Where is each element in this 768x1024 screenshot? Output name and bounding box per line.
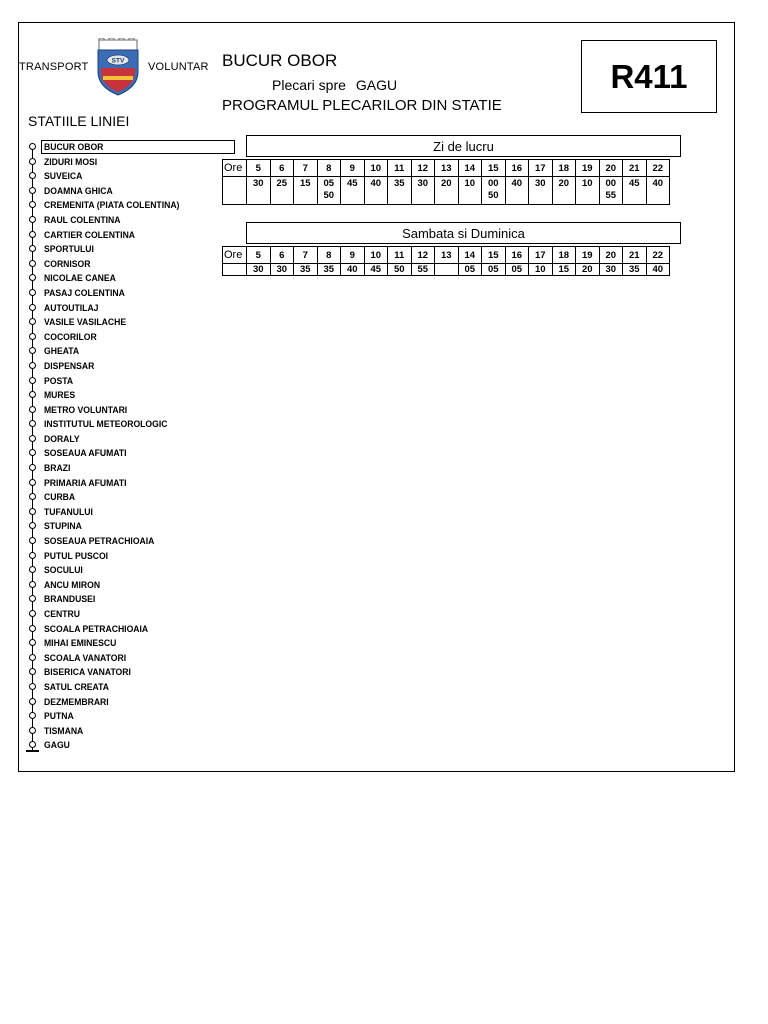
station-name: CENTRU (44, 608, 80, 619)
station-name: RAUL COLENTINA (44, 213, 121, 225)
hour-cell: 21 (623, 160, 647, 177)
hour-cell: 14 (458, 247, 482, 264)
stop-marker-icon (29, 289, 36, 296)
station-item (26, 286, 226, 301)
hour-cell: 5 (247, 247, 271, 264)
stop-marker-icon (29, 406, 36, 413)
minute-cell: 10 (458, 177, 482, 205)
hour-cell: 22 (646, 160, 670, 177)
station-name: CARTIER COLENTINA (44, 228, 136, 240)
stop-marker-icon (29, 654, 36, 661)
stop-marker-icon (29, 479, 36, 486)
stop-marker-icon (29, 333, 36, 340)
hour-cell: 18 (552, 247, 576, 264)
hour-cell: 15 (482, 247, 506, 264)
minute-cell: 00 55 (599, 177, 623, 205)
station-item (26, 680, 226, 695)
hour-cell: 14 (458, 160, 482, 177)
station-item (26, 417, 226, 432)
weekend-schedule-title: Sambata si Duminica (246, 222, 681, 244)
logo-text-left: TRANSPORT (19, 61, 89, 73)
station-current (26, 140, 226, 155)
minute-cell: 45 (364, 264, 388, 276)
minute-cell: 55 (411, 264, 435, 276)
stop-marker-icon (29, 537, 36, 544)
station-name: TISMANA (44, 724, 84, 736)
stop-marker-icon (29, 377, 36, 384)
station-name: BRAZI (44, 462, 71, 474)
hour-cell: 19 (576, 247, 600, 264)
stop-marker-icon (29, 712, 36, 719)
station-item (26, 592, 226, 607)
stop-marker-icon (29, 216, 36, 223)
station-name: AUTOUTILAJ (44, 301, 99, 313)
station-item (26, 636, 226, 651)
station-name: MIHAI EMINESCU (44, 637, 117, 649)
minute-cell: 35 (388, 177, 412, 205)
minutes-label-cell (223, 264, 247, 276)
stop-marker-icon (29, 362, 36, 369)
station-item (26, 665, 226, 680)
logo-text-right: VOLUNTAR (148, 61, 209, 73)
hour-cell: 20 (599, 160, 623, 177)
hour-cell: 10 (364, 160, 388, 177)
stop-marker-icon (29, 668, 36, 675)
station-name: DORALY (44, 432, 80, 444)
hour-cell: 7 (294, 247, 318, 264)
hour-cell: 8 (317, 247, 341, 264)
station-item (26, 519, 226, 534)
stop-marker-icon (29, 552, 36, 559)
station-item (26, 374, 226, 389)
station-name: CURBA (44, 491, 76, 503)
minute-cell: 30 (599, 264, 623, 276)
stop-marker-icon (29, 245, 36, 252)
hour-cell: 6 (270, 160, 294, 177)
station-item (26, 403, 226, 418)
hour-cell: 9 (341, 247, 365, 264)
stop-marker-icon (29, 143, 36, 150)
stop-marker-icon (29, 347, 36, 354)
station-list (26, 140, 226, 753)
minutes-label-cell (223, 177, 247, 205)
station-name: STUPINA (44, 520, 82, 532)
stop-marker-icon (29, 493, 36, 500)
station-name: ZIDURI MOSI (44, 155, 98, 167)
minute-cell: 15 (552, 264, 576, 276)
hour-cell: 16 (505, 160, 529, 177)
stop-marker-icon (29, 566, 36, 573)
stop-marker-icon (29, 639, 36, 646)
station-item (26, 622, 226, 637)
minute-cell: 35 (623, 264, 647, 276)
station-name: CREMENITA (PIATA COLENTINA) (44, 199, 180, 211)
hour-cell: 12 (411, 160, 435, 177)
minute-cell: 20 (576, 264, 600, 276)
minute-cell: 30 (247, 264, 271, 276)
minute-cell: 30 (529, 177, 553, 205)
hour-cell: 16 (505, 247, 529, 264)
weekend-hours-row (223, 247, 670, 264)
station-item (26, 344, 226, 359)
station-name: DEZMEMBRARI (44, 695, 109, 707)
weekday-schedule-table (222, 159, 670, 205)
station-name: DISPENSAR (44, 359, 95, 371)
hour-cell: 7 (294, 160, 318, 177)
station-name: PUTNA (44, 710, 74, 722)
minute-cell: 00 50 (482, 177, 506, 205)
crest-icon (95, 38, 141, 96)
minute-cell: 20 (435, 177, 459, 205)
station-name: TUFANULUI (44, 505, 93, 517)
hour-cell: 19 (576, 160, 600, 177)
start-stop-name: BUCUR OBOR (222, 51, 338, 70)
hour-cell: 18 (552, 160, 576, 177)
minute-cell: 10 (576, 177, 600, 205)
station-name: GAGU (44, 739, 70, 751)
departures-label: Plecari spre (272, 77, 346, 93)
hour-cell: 13 (435, 247, 459, 264)
station-item (26, 213, 226, 228)
stop-marker-icon (29, 158, 36, 165)
station-name: BISERICA VANATORI (44, 666, 131, 678)
station-item (26, 330, 226, 345)
stop-marker-icon (29, 420, 36, 427)
route-number: R411 (610, 57, 688, 95)
station-name-text: BUCUR OBOR (44, 141, 104, 152)
station-name: SOCULUI (44, 564, 83, 576)
stop-marker-icon (29, 625, 36, 632)
station-item (26, 257, 226, 272)
minute-cell: 25 (270, 177, 294, 205)
station-item (26, 155, 226, 170)
station-item (26, 695, 226, 710)
stop-marker-icon (29, 435, 36, 442)
station-item (26, 388, 226, 403)
station-name: SOSEAUA AFUMATI (44, 447, 127, 459)
hours-label: Ore (223, 247, 247, 264)
stop-marker-icon (29, 172, 36, 179)
minute-cell: 05 (505, 264, 529, 276)
station-name: GHEATA (44, 345, 80, 357)
station-item (26, 476, 226, 491)
station-name: DOAMNA GHICA (44, 184, 113, 196)
minute-cell: 40 (646, 264, 670, 276)
station-item (26, 461, 226, 476)
station-item (26, 228, 226, 243)
station-name: MURES (44, 389, 76, 401)
station-item (26, 578, 226, 593)
minute-cell: 20 (552, 177, 576, 205)
hour-cell: 11 (388, 160, 412, 177)
stop-marker-icon (29, 304, 36, 311)
hour-cell: 10 (364, 247, 388, 264)
hour-cell: 17 (529, 247, 553, 264)
station-name (41, 140, 235, 154)
station-name: SATUL CREATA (44, 680, 110, 692)
hour-cell: 17 (529, 160, 553, 177)
hour-cell: 22 (646, 247, 670, 264)
hour-cell: 12 (411, 247, 435, 264)
station-name: ANCU MIRON (44, 578, 101, 590)
station-name: COCORILOR (44, 330, 97, 342)
station-name: INSTITUTUL METEOROLOGIC (44, 418, 168, 430)
hour-cell: 21 (623, 247, 647, 264)
station-name: CORNISOR (44, 257, 91, 269)
station-item (26, 563, 226, 578)
weekday-hours-row (223, 160, 670, 177)
minute-cell: 15 (294, 177, 318, 205)
minute-cell: 30 (247, 177, 271, 205)
stop-marker-icon (29, 231, 36, 238)
station-name: POSTA (44, 374, 74, 386)
stop-marker-icon (29, 508, 36, 515)
station-item (26, 549, 226, 564)
destination-line (272, 77, 397, 93)
station-item (26, 301, 226, 316)
stop-marker-icon (29, 698, 36, 705)
station-item (26, 724, 226, 739)
hour-cell: 9 (341, 160, 365, 177)
hour-cell: 15 (482, 160, 506, 177)
station-name: PUTUL PUSCOI (44, 549, 109, 561)
station-item (26, 738, 226, 753)
route-number-box (581, 40, 717, 113)
hour-cell: 13 (435, 160, 459, 177)
weekend-minutes-row (223, 264, 670, 276)
minute-cell: 45 (623, 177, 647, 205)
station-item (26, 169, 226, 184)
station-name: NICOLAE CANEA (44, 272, 116, 284)
station-item (26, 198, 226, 213)
station-item (26, 607, 226, 622)
station-name: VASILE VASILACHE (44, 316, 127, 328)
program-title: PROGRAMUL PLECARILOR DIN STATIE (222, 97, 502, 114)
stations-title: STATIILE LINIEI (28, 113, 130, 129)
minute-cell: 10 (529, 264, 553, 276)
stop-marker-icon (29, 201, 36, 208)
minute-cell: 40 (505, 177, 529, 205)
station-name: SOSEAUA PETRACHIOAIA (44, 535, 155, 547)
stop-marker-icon (29, 391, 36, 398)
minute-cell: 40 (646, 177, 670, 205)
stop-marker-icon (29, 260, 36, 267)
company-logo (19, 40, 219, 100)
minute-cell: 50 (388, 264, 412, 276)
minute-cell: 30 (411, 177, 435, 205)
station-item (26, 651, 226, 666)
minute-cell: 05 (458, 264, 482, 276)
stop-marker-icon (29, 464, 36, 471)
minute-cell: 45 (341, 177, 365, 205)
station-item (26, 184, 226, 199)
stop-marker-icon (29, 581, 36, 588)
stop-marker-icon (29, 522, 36, 529)
weekday-minutes-row (223, 177, 670, 205)
stop-marker-icon (29, 610, 36, 617)
minute-cell: 05 50 (317, 177, 341, 205)
station-item (26, 534, 226, 549)
minute-cell (435, 264, 459, 276)
station-item (26, 505, 226, 520)
stop-marker-icon (29, 274, 36, 281)
station-name: PASAJ COLENTINA (44, 286, 125, 298)
station-name: SCOALA PETRACHIOAIA (44, 622, 149, 634)
stop-marker-icon (29, 449, 36, 456)
station-name: SCOALA VANATORI (44, 651, 127, 663)
minute-cell: 05 (482, 264, 506, 276)
minute-cell: 35 (294, 264, 318, 276)
station-item (26, 242, 226, 257)
weekend-schedule-table (222, 246, 670, 276)
hour-cell: 6 (270, 247, 294, 264)
minute-cell: 40 (341, 264, 365, 276)
minute-cell: 30 (270, 264, 294, 276)
station-name: PRIMARIA AFUMATI (44, 476, 127, 488)
station-name: SUVEICA (44, 170, 83, 182)
stop-marker-icon (29, 318, 36, 325)
station-item (26, 446, 226, 461)
station-item (26, 490, 226, 505)
hour-cell: 5 (247, 160, 271, 177)
station-item (26, 359, 226, 374)
station-item (26, 271, 226, 286)
logo-badge-text: STV (111, 57, 125, 65)
hour-cell: 8 (317, 160, 341, 177)
stop-marker-icon (29, 683, 36, 690)
destination-name: GAGU (355, 77, 398, 93)
minute-cell: 35 (317, 264, 341, 276)
stop-marker-icon (29, 595, 36, 602)
stop-marker-icon (29, 187, 36, 194)
station-item (26, 432, 226, 447)
hour-cell: 11 (388, 247, 412, 264)
station-name: METRO VOLUNTARI (44, 403, 128, 415)
hour-cell: 20 (599, 247, 623, 264)
minute-cell: 40 (364, 177, 388, 205)
hours-label: Ore (223, 160, 247, 177)
station-item (26, 709, 226, 724)
station-name: BRANDUSEI (44, 593, 96, 605)
station-item (26, 315, 226, 330)
station-name: SPORTULUI (44, 243, 94, 255)
stop-marker-icon (29, 727, 36, 734)
weekday-schedule-title: Zi de lucru (246, 135, 681, 157)
stop-marker-icon (29, 741, 36, 748)
